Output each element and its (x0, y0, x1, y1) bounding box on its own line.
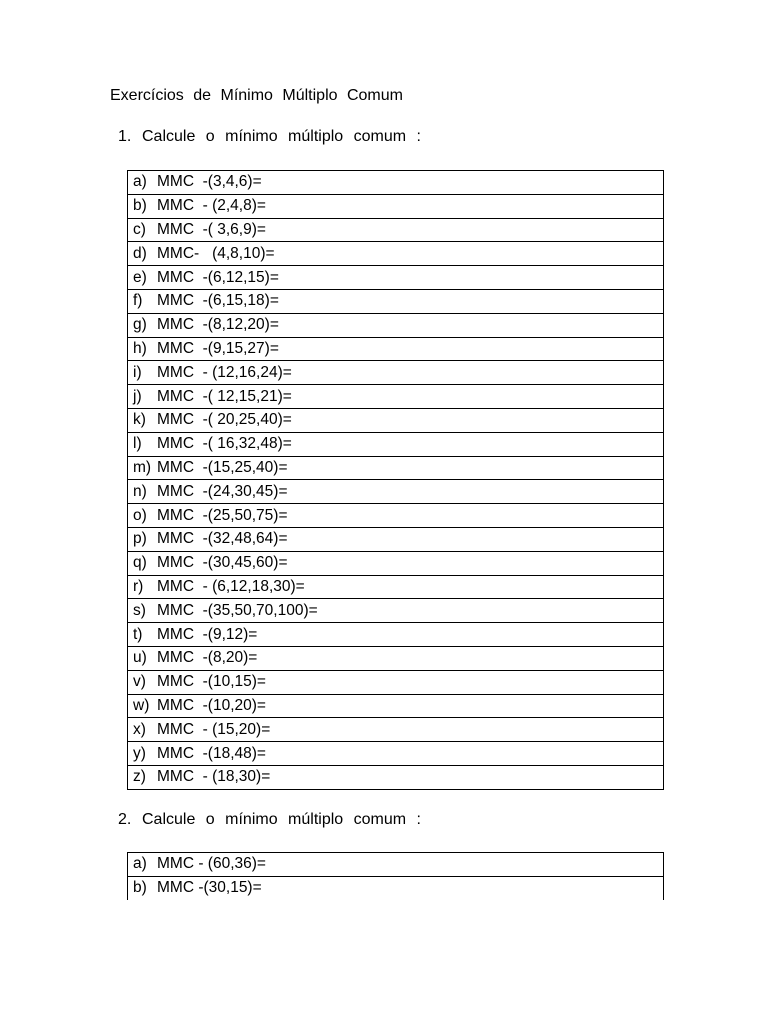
exercise-expression: MMC -(15,25,40)= (157, 458, 288, 476)
exercise-letter: p) (133, 530, 147, 548)
exercise-expression: MMC -(30,15)= (157, 879, 262, 897)
exercise-letter: l) (133, 435, 142, 453)
exercise-row (128, 337, 664, 361)
exercise-row (128, 289, 664, 313)
exercise-letter: j) (133, 387, 142, 405)
question-2 (118, 809, 421, 831)
exercise-cell (128, 266, 664, 290)
exercise-cell (128, 670, 664, 694)
exercise-letter: k) (133, 411, 146, 429)
exercise-cell (128, 432, 664, 456)
exercise-cell (128, 765, 664, 789)
exercise-row (128, 551, 664, 575)
exercise-expression: MMC - (12,16,24)= (157, 363, 292, 381)
exercise-row (128, 480, 664, 504)
exercise-cell (128, 337, 664, 361)
exercise-expression: MMC -( 12,15,21)= (157, 387, 292, 405)
document-title: Exercícios de Mínimo Múltiplo Comum (110, 87, 403, 104)
exercise-letter: c) (133, 220, 146, 238)
exercise-expression: MMC -(6,15,18)= (157, 292, 279, 310)
exercise-expression: MMC -( 3,6,9)= (157, 220, 266, 238)
exercise-row (128, 218, 664, 242)
exercise-expression: MMC - (18,30)= (157, 768, 271, 786)
exercise-cell (128, 171, 664, 195)
exercise-letter: b) (133, 879, 147, 897)
exercise-expression: MMC -(9,12)= (157, 625, 258, 643)
exercise-expression: MMC -(3,4,6)= (157, 173, 262, 191)
exercise-cell (128, 718, 664, 742)
exercise-expression: MMC -(10,15)= (157, 673, 266, 691)
exercise-letter: m) (133, 458, 152, 476)
exercise-cell (128, 646, 664, 670)
exercise-expression: MMC -(8,20)= (157, 649, 258, 667)
exercise-letter: r) (133, 577, 144, 595)
exercise-cell (128, 853, 664, 877)
exercise-expression: MMC- (4,8,10)= (157, 244, 275, 262)
exercise-letter: u) (133, 649, 147, 667)
question-1-number: 1. (118, 128, 132, 145)
exercise-cell (128, 694, 664, 718)
exercise-row (128, 646, 664, 670)
exercise-row (128, 742, 664, 766)
exercise-cell (128, 527, 664, 551)
exercise-row (128, 623, 664, 647)
exercise-expression: MMC -(24,30,45)= (157, 482, 288, 500)
exercise-row (128, 313, 664, 337)
exercise-expression: MMC -(6,12,15)= (157, 268, 279, 286)
exercise-expression: MMC - (2,4,8)= (157, 197, 266, 215)
exercise-row (128, 853, 664, 877)
exercise-expression: MMC -(18,48)= (157, 744, 266, 762)
exercise-letter: a) (133, 855, 147, 873)
exercise-table-2 (127, 852, 664, 900)
exercise-row (128, 670, 664, 694)
exercise-cell (128, 480, 664, 504)
exercise-letter: f) (133, 292, 143, 310)
exercise-row (128, 765, 664, 789)
exercise-table-1 (127, 170, 664, 790)
exercise-expression: MMC -(32,48,64)= (157, 530, 288, 548)
exercise-row (128, 361, 664, 385)
exercise-row (128, 694, 664, 718)
exercise-cell (128, 504, 664, 528)
exercise-cell (128, 242, 664, 266)
exercise-row (128, 266, 664, 290)
exercise-row (128, 432, 664, 456)
exercise-cell (128, 551, 664, 575)
exercise-letter: e) (133, 268, 147, 286)
exercise-letter: x) (133, 720, 146, 738)
exercise-expression: MMC -(30,45,60)= (157, 554, 288, 572)
exercise-row (128, 599, 664, 623)
exercise-letter: h) (133, 339, 147, 357)
exercise-letter: t) (133, 625, 143, 643)
exercise-expression: MMC -(25,50,75)= (157, 506, 288, 524)
exercise-expression: MMC - (15,20)= (157, 720, 271, 738)
exercise-cell (128, 289, 664, 313)
exercise-row (128, 575, 664, 599)
exercise-cell (128, 313, 664, 337)
exercise-letter: z) (133, 768, 146, 786)
exercise-row (128, 242, 664, 266)
exercise-letter: a) (133, 173, 147, 191)
exercise-letter: w) (133, 696, 150, 714)
question-1-text: Calcule o mínimo múltiplo comum : (142, 128, 421, 145)
exercise-row (128, 385, 664, 409)
exercise-cell (128, 408, 664, 432)
exercise-letter: g) (133, 316, 147, 334)
exercise-expression: MMC -(35,50,70,100)= (157, 601, 318, 619)
exercise-letter: s) (133, 601, 146, 619)
exercise-row (128, 876, 664, 899)
exercise-cell (128, 599, 664, 623)
exercise-letter: q) (133, 554, 147, 572)
exercise-cell (128, 575, 664, 599)
exercise-cell (128, 456, 664, 480)
exercise-letter: d) (133, 244, 147, 262)
question-2-text: Calcule o mínimo múltiplo comum : (142, 811, 421, 828)
exercise-letter: i) (133, 363, 142, 381)
exercise-letter: o) (133, 506, 147, 524)
exercise-expression: MMC -(10,20)= (157, 696, 266, 714)
exercise-row (128, 718, 664, 742)
question-2-number: 2. (118, 811, 132, 828)
exercise-expression: MMC - (6,12,18,30)= (157, 577, 305, 595)
exercise-row (128, 408, 664, 432)
exercise-row (128, 171, 664, 195)
exercise-cell (128, 385, 664, 409)
exercise-cell (128, 194, 664, 218)
exercise-row (128, 456, 664, 480)
exercise-letter: v) (133, 673, 146, 691)
exercise-cell (128, 361, 664, 385)
exercise-cell (128, 218, 664, 242)
exercise-row (128, 504, 664, 528)
exercise-row (128, 527, 664, 551)
exercise-letter: n) (133, 482, 147, 500)
exercise-letter: y) (133, 744, 146, 762)
exercise-expression: MMC -(9,15,27)= (157, 339, 279, 357)
exercise-cell (128, 742, 664, 766)
exercise-letter: b) (133, 197, 147, 215)
question-1 (118, 126, 421, 148)
exercise-cell (128, 876, 664, 899)
exercise-expression: MMC - (60,36)= (157, 855, 266, 873)
exercise-expression: MMC -(8,12,20)= (157, 316, 279, 334)
exercise-row (128, 194, 664, 218)
exercise-expression: MMC -( 16,32,48)= (157, 435, 292, 453)
exercise-cell (128, 623, 664, 647)
exercise-expression: MMC -( 20,25,40)= (157, 411, 292, 429)
